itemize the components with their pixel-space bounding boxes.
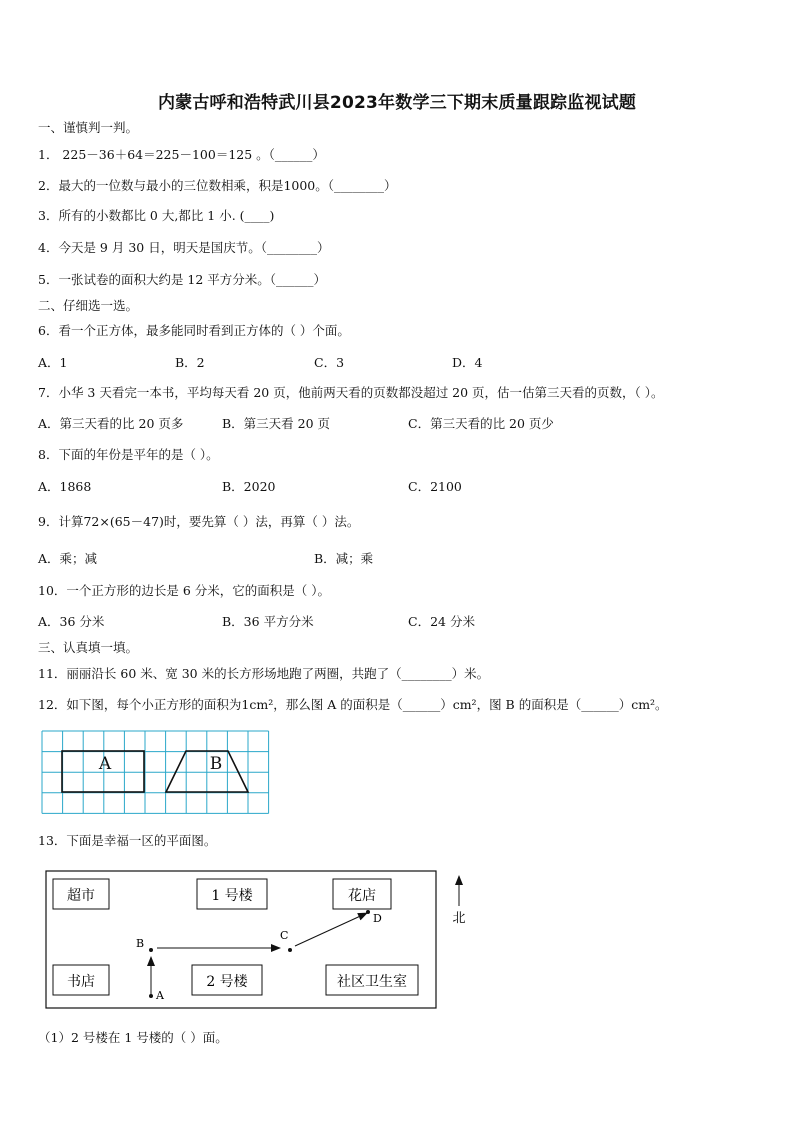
section-heading-2: 二、仔细选一选。 — [38, 298, 139, 313]
point-a — [149, 994, 153, 998]
page-title: 内蒙古呼和浩特武川县2023年数学三下期末质量跟踪监视试题 — [157, 93, 637, 113]
question-13: 13．下面是幸福一区的平面图。 — [38, 833, 217, 848]
point-d — [366, 910, 370, 914]
point-a-label: A — [156, 989, 164, 1002]
route-c-to-d — [295, 913, 367, 946]
q8-option-c: C．2100 — [408, 479, 462, 494]
building-2-label: 2 号楼 — [206, 974, 248, 990]
grid-lines — [42, 731, 269, 813]
point-c-label: C — [280, 929, 289, 942]
q9-option-a: A．乘；减 — [38, 551, 98, 566]
q7-option-b: B．第三天看 20 页 — [222, 416, 331, 431]
q8-option-b: B．2020 — [222, 479, 276, 494]
question-1: 1． 225－36＋64＝225－100＝125 。（______） — [38, 147, 325, 162]
point-d-label: D — [373, 912, 382, 925]
question-7: 7．小华 3 天看完一本书，平均每天看 20 页，他前两天看的页数都没超过 20 页，估一估第三天看的页数，（ ）。 — [38, 385, 664, 400]
question-13-1: （1）2 号楼在 1 号楼的（ ）面。 — [38, 1030, 228, 1045]
q6-option-d: D．4 — [452, 355, 483, 370]
point-c — [288, 948, 292, 952]
question-8: 8．下面的年份是平年的是（ ）。 — [38, 447, 219, 462]
section-heading-3: 三、认真填一填。 — [38, 640, 139, 655]
q6-option-a: A．1 — [38, 355, 68, 370]
grid-figure — [41, 730, 273, 820]
north-label: 北 — [452, 911, 466, 926]
q10-option-b: B．36 平方分米 — [222, 614, 314, 629]
question-6: 6．看一个正方体，最多能同时看到正方体的（ ）个面。 — [38, 323, 350, 338]
building-flower-shop-label: 花店 — [348, 888, 376, 904]
question-10: 10．一个正方形的边长是 6 分米，它的面积是（ ）。 — [38, 583, 331, 598]
q7-option-a: A．第三天看的比 20 页多 — [38, 416, 184, 431]
map-svg — [45, 870, 475, 1010]
q6-option-b: B．2 — [175, 355, 205, 370]
building-1-label: 1 号楼 — [211, 888, 253, 904]
question-9: 9．计算72×(65－47)时，要先算（ ）法，再算（ ）法。 — [38, 514, 360, 529]
grid-svg — [41, 730, 273, 816]
point-b-label: B — [136, 937, 145, 950]
question-11: 11．丽丽沿长 60 米、宽 30 米的长方形场地跑了两圈，共跑了（________）米。 — [38, 666, 490, 681]
point-b — [149, 948, 153, 952]
shape-b-label: B — [209, 754, 223, 774]
building-supermarket-label: 超市 — [67, 888, 95, 904]
section-heading-1: 一、谨慎判一判。 — [38, 120, 139, 135]
q9-option-b: B．减；乘 — [314, 551, 374, 566]
building-bookstore-label: 书店 — [67, 974, 95, 990]
q7-option-c: C．第三天看的比 20 页少 — [408, 416, 554, 431]
q10-option-c: C．24 分米 — [408, 614, 475, 629]
question-5: 5．一张试卷的面积大约是 12 平方分米。（______） — [38, 272, 327, 287]
community-map — [45, 870, 475, 1014]
shape-a-label: A — [98, 754, 112, 774]
q8-option-a: A．1868 — [38, 479, 92, 494]
question-4: 4．今天是 9 月 30 日，明天是国庆节。（________） — [38, 240, 330, 255]
q6-option-c: C．3 — [314, 355, 345, 370]
q10-option-a: A．36 分米 — [38, 614, 105, 629]
building-clinic-label: 社区卫生室 — [337, 974, 407, 990]
question-12: 12．如下图，每个小正方形的面积为1cm²，那么图 A 的面积是（______）cm²，图 B 的面积是（______）cm²。 — [38, 697, 668, 712]
question-3: 3．所有的小数都比 0 大,都比 1 小. (____) — [38, 208, 275, 223]
question-2: 2．最大的一位数与最小的三位数相乘，积是1000。（________） — [38, 178, 397, 193]
